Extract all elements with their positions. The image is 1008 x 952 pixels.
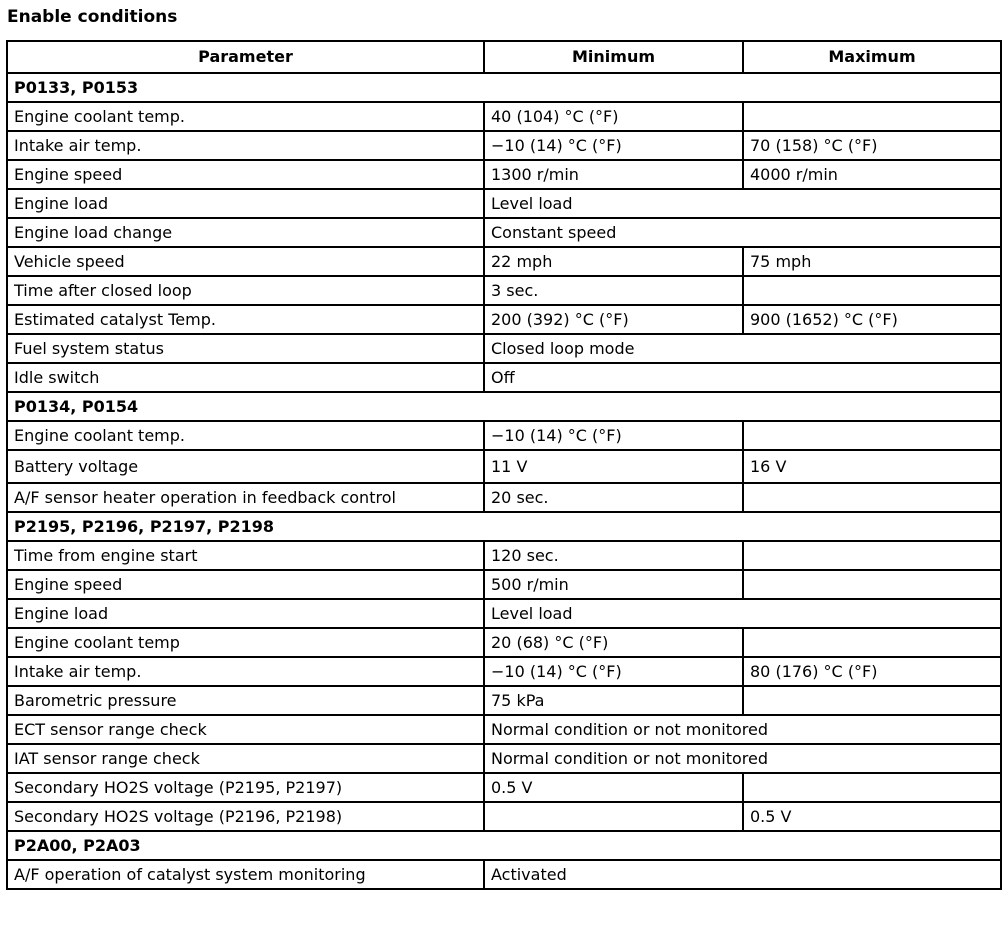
parameter-cell: Engine load [7,599,484,628]
maximum-column-header: Maximum [743,41,1001,73]
dtc-group-label: P2A00, P2A03 [7,831,1001,860]
table-row [7,599,1001,628]
parameter-cell: Estimated catalyst Temp. [7,305,484,334]
table-row [7,305,1001,334]
parameter-cell: Intake air temp. [7,131,484,160]
condition-cell: Closed loop mode [484,334,1001,363]
table-row [7,715,1001,744]
parameter-cell: Engine coolant temp. [7,102,484,131]
minimum-cell: 3 sec. [484,276,743,305]
maximum-cell [743,483,1001,512]
parameter-cell: Fuel system status [7,334,484,363]
parameter-cell: Secondary HO2S voltage (P2195, P2197) [7,773,484,802]
maximum-cell [743,102,1001,131]
minimum-cell [484,802,743,831]
parameter-cell: Vehicle speed [7,247,484,276]
minimum-cell: 500 r/min [484,570,743,599]
parameter-cell: Engine load [7,189,484,218]
table-row [7,450,1001,483]
minimum-cell: 120 sec. [484,541,743,570]
table-row [7,483,1001,512]
minimum-cell: 11 V [484,450,743,483]
table-row [7,570,1001,599]
maximum-cell: 16 V [743,450,1001,483]
dtc-group-row [7,831,1001,860]
parameter-cell: A/F sensor heater operation in feedback control [7,483,484,512]
maximum-cell: 900 (1652) °C (°F) [743,305,1001,334]
table-row [7,628,1001,657]
table-row [7,363,1001,392]
parameter-column-header: Parameter [7,41,484,73]
minimum-column-header: Minimum [484,41,743,73]
condition-cell: Level load [484,599,1001,628]
parameter-cell: Battery voltage [7,450,484,483]
table-row [7,131,1001,160]
maximum-cell [743,276,1001,305]
condition-cell: Normal condition or not monitored [484,715,1001,744]
table-row [7,802,1001,831]
maximum-cell [743,570,1001,599]
table-row [7,160,1001,189]
table-row [7,541,1001,570]
table-row [7,218,1001,247]
header-row [7,41,1001,73]
parameter-cell: IAT sensor range check [7,744,484,773]
minimum-cell: 0.5 V [484,773,743,802]
table-row [7,334,1001,363]
minimum-cell: 20 sec. [484,483,743,512]
parameter-cell: Engine speed [7,570,484,599]
minimum-cell: 40 (104) °C (°F) [484,102,743,131]
enable-conditions-table [6,40,1002,890]
dtc-group-label: P0133, P0153 [7,73,1001,102]
parameter-cell: Idle switch [7,363,484,392]
parameter-cell: Engine load change [7,218,484,247]
maximum-cell: 75 mph [743,247,1001,276]
parameter-cell: Intake air temp. [7,657,484,686]
minimum-cell: −10 (14) °C (°F) [484,131,743,160]
table-body [7,73,1001,889]
parameter-cell: Time from engine start [7,541,484,570]
parameter-cell: Secondary HO2S voltage (P2196, P2198) [7,802,484,831]
maximum-cell [743,541,1001,570]
dtc-group-row [7,512,1001,541]
maximum-cell: 4000 r/min [743,160,1001,189]
dtc-group-label: P2195, P2196, P2197, P2198 [7,512,1001,541]
maximum-cell: 70 (158) °C (°F) [743,131,1001,160]
page-title: Enable conditions [7,7,178,27]
table-row [7,860,1001,889]
condition-cell: Constant speed [484,218,1001,247]
table-row [7,247,1001,276]
maximum-cell [743,628,1001,657]
maximum-cell [743,421,1001,450]
condition-cell: Normal condition or not monitored [484,744,1001,773]
condition-cell: Level load [484,189,1001,218]
table-row [7,189,1001,218]
table-row [7,657,1001,686]
maximum-cell [743,686,1001,715]
condition-cell: Off [484,363,1001,392]
parameter-cell: Engine coolant temp [7,628,484,657]
minimum-cell: 200 (392) °C (°F) [484,305,743,334]
dtc-group-row [7,392,1001,421]
minimum-cell: 22 mph [484,247,743,276]
parameter-cell: ECT sensor range check [7,715,484,744]
parameter-cell: Engine coolant temp. [7,421,484,450]
parameter-cell: Engine speed [7,160,484,189]
minimum-cell: −10 (14) °C (°F) [484,421,743,450]
table-row [7,276,1001,305]
minimum-cell: 20 (68) °C (°F) [484,628,743,657]
dtc-group-label: P0134, P0154 [7,392,1001,421]
parameter-cell: Time after closed loop [7,276,484,305]
maximum-cell [743,773,1001,802]
table-row [7,686,1001,715]
parameter-cell: A/F operation of catalyst system monitoring [7,860,484,889]
condition-cell: Activated [484,860,1001,889]
table-row [7,421,1001,450]
parameter-cell: Barometric pressure [7,686,484,715]
minimum-cell: 1300 r/min [484,160,743,189]
minimum-cell: 75 kPa [484,686,743,715]
table-row [7,773,1001,802]
dtc-group-row [7,73,1001,102]
table-row [7,102,1001,131]
maximum-cell: 0.5 V [743,802,1001,831]
table-row [7,744,1001,773]
minimum-cell: −10 (14) °C (°F) [484,657,743,686]
maximum-cell: 80 (176) °C (°F) [743,657,1001,686]
